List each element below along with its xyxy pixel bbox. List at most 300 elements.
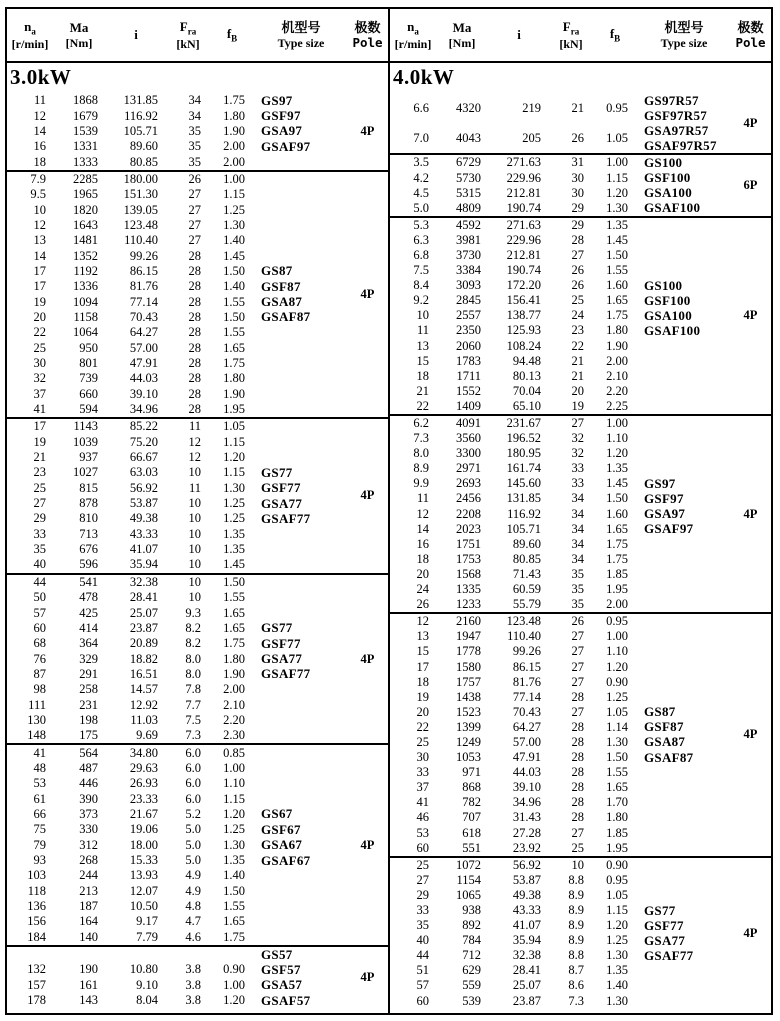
i-value: 44.03 [512, 765, 541, 780]
fb-value: 1.75 [223, 929, 245, 944]
fb-value: 1.25 [223, 511, 245, 526]
fb-value: 1.15 [606, 903, 628, 918]
i-value: 86.15 [129, 263, 158, 278]
fra-value: 5.0 [185, 853, 201, 868]
i-value: 13.93 [129, 868, 158, 883]
fb-value: 1.65 [606, 293, 628, 308]
i-value: 70.43 [512, 704, 541, 719]
type-size-label: GS77 [644, 902, 676, 918]
ma-value: 446 [79, 776, 98, 791]
fra-value: 7.8 [185, 682, 201, 697]
na-value: 157 [27, 977, 46, 992]
spec-section [7, 93, 388, 170]
i-value: 49.38 [512, 887, 541, 902]
spec-section [390, 856, 771, 1009]
i-value: 99.26 [512, 644, 541, 659]
na-value: 11 [33, 93, 46, 108]
ma-value: 618 [462, 825, 481, 840]
na-value: 60 [416, 840, 429, 855]
fb-value: 1.80 [606, 323, 628, 338]
sections-4kw [390, 93, 771, 1013]
type-size-label: GS97 [644, 475, 676, 491]
i-value: 28.41 [512, 963, 541, 978]
i-value: 94.48 [512, 353, 541, 368]
fb-value: 1.25 [606, 689, 628, 704]
fb-value: 1.65 [223, 620, 245, 635]
ma-value: 2160 [456, 614, 481, 629]
na-value: 132 [27, 962, 46, 977]
ma-value: 1481 [73, 233, 98, 248]
i-value: 63.03 [129, 465, 158, 480]
fb-value: 2.00 [606, 353, 628, 368]
i-value: 9.10 [136, 977, 158, 992]
fb-value: 1.40 [223, 868, 245, 883]
fra-value: 35 [188, 123, 201, 138]
fra-value: 28 [571, 232, 584, 247]
pole-label: 4P [743, 506, 758, 521]
fra-value: 27 [188, 217, 201, 232]
i-value: 123.48 [123, 217, 158, 232]
fra-value: 8.8 [568, 948, 584, 963]
ma-value: 1438 [456, 689, 481, 704]
ma-value: 1192 [73, 263, 98, 278]
spec-section [390, 93, 771, 153]
fra-value: 28 [188, 340, 201, 355]
na-value: 17 [33, 279, 46, 294]
fra-value: 21 [571, 368, 584, 383]
i-value: 9.69 [136, 728, 158, 743]
na-value: 76 [33, 651, 46, 666]
ma-value: 1711 [456, 368, 481, 383]
i-value: 15.33 [129, 853, 158, 868]
i-value: 138.77 [506, 308, 541, 323]
na-value: 29 [33, 511, 46, 526]
fb-value: 1.40 [223, 279, 245, 294]
fra-value: 8.0 [185, 666, 201, 681]
sections-3kw [7, 93, 388, 1013]
ma-value: 1965 [73, 187, 98, 202]
fra-value: 35 [571, 582, 584, 597]
fb-value: 1.50 [606, 247, 628, 262]
ma-value: 1143 [73, 419, 98, 434]
ma-value: 564 [79, 745, 98, 760]
na-value: 111 [28, 697, 46, 712]
fb-value: 1.10 [606, 644, 628, 659]
pole-label: 4P [360, 488, 375, 503]
fra-value: 10 [188, 526, 201, 541]
i-value: 10.80 [129, 962, 158, 977]
i-value: 229.96 [506, 232, 541, 247]
fb-value: 1.50 [223, 263, 245, 278]
ma-value: 329 [79, 651, 98, 666]
fra-value: 28 [188, 248, 201, 263]
fra-value: 8.9 [568, 887, 584, 902]
type-size-label: GS67 [261, 806, 293, 822]
fb-value: 1.90 [223, 123, 245, 138]
fra-value: 10 [188, 590, 201, 605]
i-value: 75.20 [129, 434, 158, 449]
fra-value: 4.9 [185, 883, 201, 898]
ma-value: 143 [79, 993, 98, 1008]
fra-value: 8.6 [568, 978, 584, 993]
type-size-label: GS57 [261, 946, 293, 962]
fra-value: 27 [571, 247, 584, 262]
na-value: 41 [416, 795, 429, 810]
fra-value: 4.6 [185, 929, 201, 944]
fra-value: 6.0 [185, 791, 201, 806]
na-value: 98 [33, 682, 46, 697]
fb-value: 1.35 [223, 853, 245, 868]
fb-value: 1.14 [606, 719, 628, 734]
ma-value: 244 [79, 868, 98, 883]
ma-value: 2693 [456, 476, 481, 491]
i-value: 66.67 [129, 450, 158, 465]
power-label-4kw: 4.0kW [393, 65, 455, 89]
na-value: 60 [33, 620, 46, 635]
ma-value: 596 [79, 557, 98, 572]
fra-value: 6.0 [185, 760, 201, 775]
i-value: 271.63 [506, 217, 541, 232]
ma-value: 1868 [73, 93, 98, 108]
fb-value: 1.10 [606, 431, 628, 446]
type-size-label: GS97 [261, 92, 293, 108]
fra-value: 30 [571, 170, 584, 185]
fra-value: 21 [571, 353, 584, 368]
fra-value: 12 [188, 450, 201, 465]
type-size-label: GSAF97 [644, 521, 694, 537]
fra-value: 34 [571, 491, 584, 506]
ma-value: 1753 [456, 551, 481, 566]
col-header-type: 机型号 Type size [660, 20, 708, 50]
fra-value: 28 [571, 719, 584, 734]
na-value: 17 [33, 263, 46, 278]
i-value: 85.22 [129, 419, 158, 434]
pole-label: 6P [743, 178, 758, 193]
fra-value: 7.3 [568, 993, 584, 1008]
na-value: 7.0 [413, 130, 429, 145]
ma-value: 1335 [456, 582, 481, 597]
na-value: 8.9 [413, 461, 429, 476]
fb-value: 1.15 [223, 465, 245, 480]
na-value: 6.2 [413, 416, 429, 431]
col-header-na: $n_a$ [r/min] [394, 18, 432, 51]
i-value: 77.14 [512, 689, 541, 704]
na-value: 118 [27, 883, 46, 898]
i-value: 229.96 [506, 170, 541, 185]
ma-value: 1336 [73, 279, 98, 294]
ma-value: 3981 [456, 232, 481, 247]
ma-value: 1580 [456, 659, 481, 674]
fra-value: 35 [188, 139, 201, 154]
fra-value: 8.7 [568, 963, 584, 978]
ma-value: 161 [79, 977, 98, 992]
type-size-label: GSF57 [261, 961, 301, 977]
fra-value: 28 [188, 279, 201, 294]
fra-value: 20 [571, 383, 584, 398]
na-value: 14 [416, 521, 429, 536]
i-value: 151.30 [123, 187, 158, 202]
type-size-label: GSF87 [261, 278, 301, 294]
ma-value: 950 [79, 340, 98, 355]
column-headers-right [390, 9, 771, 63]
i-value: 12.92 [129, 697, 158, 712]
fra-value: 28 [188, 325, 201, 340]
fb-value: 1.70 [606, 795, 628, 810]
i-value: 31.43 [512, 810, 541, 825]
i-value: 81.76 [512, 674, 541, 689]
na-value: 26 [416, 597, 429, 612]
fb-value: 1.50 [606, 750, 628, 765]
i-value: 57.00 [512, 734, 541, 749]
fra-value: 33 [571, 476, 584, 491]
spec-section [7, 417, 388, 572]
i-value: 34.96 [512, 795, 541, 810]
fb-value: 0.90 [223, 962, 245, 977]
type-size-label: GSAF57 [261, 992, 311, 1008]
fb-value: 1.00 [223, 977, 245, 992]
na-value: 18 [416, 551, 429, 566]
i-value: 56.92 [129, 480, 158, 495]
i-value: 190.74 [506, 200, 541, 215]
fb-value: 1.85 [606, 825, 628, 840]
fb-value: 1.65 [606, 780, 628, 795]
fra-value: 10 [188, 542, 201, 557]
na-value: 33 [416, 903, 429, 918]
fb-value: 1.30 [606, 200, 628, 215]
fb-value: 1.35 [223, 526, 245, 541]
na-value: 4.5 [413, 185, 429, 200]
col-header-ma: Ma [Nm] [65, 20, 93, 50]
ma-value: 487 [79, 760, 98, 775]
na-value: 48 [33, 760, 46, 775]
i-value: 12.07 [129, 883, 158, 898]
fra-value: 34 [571, 551, 584, 566]
type-size-label: GSA97R57 [644, 122, 709, 138]
ma-value: 414 [79, 620, 98, 635]
i-value: 65.10 [512, 398, 541, 413]
fb-value: 1.50 [223, 883, 245, 898]
fb-value: 1.80 [223, 108, 245, 123]
fra-value: 34 [571, 506, 584, 521]
i-value: 57.00 [129, 340, 158, 355]
ma-value: 1065 [456, 887, 481, 902]
fra-value: 27 [571, 674, 584, 689]
fb-value: 2.10 [223, 697, 245, 712]
i-value: 25.07 [129, 605, 158, 620]
fb-value: 2.20 [606, 383, 628, 398]
fra-value: 8.0 [185, 651, 201, 666]
i-value: 212.81 [506, 185, 541, 200]
fb-value: 0.85 [223, 745, 245, 760]
na-value: 35 [33, 542, 46, 557]
na-value: 20 [416, 566, 429, 581]
ma-value: 3384 [456, 263, 481, 278]
fb-value: 1.55 [606, 765, 628, 780]
ma-value: 1679 [73, 108, 98, 123]
na-value: 156 [27, 914, 46, 929]
ma-value: 739 [79, 371, 98, 386]
ma-value: 4320 [456, 100, 481, 115]
na-value: 16 [416, 536, 429, 551]
spec-section [7, 945, 388, 1008]
pole-label: 4P [743, 115, 758, 130]
i-value: 29.63 [129, 760, 158, 775]
type-size-label: GSF97 [644, 490, 684, 506]
na-value: 41 [33, 402, 46, 417]
na-value: 4.2 [413, 170, 429, 185]
na-value: 32 [33, 371, 46, 386]
type-size-label: GSA77 [644, 932, 686, 948]
fb-value: 1.10 [223, 776, 245, 791]
na-value: 18 [416, 368, 429, 383]
type-size-label: GSF87 [644, 719, 684, 735]
na-value: 93 [33, 853, 46, 868]
fb-value: 1.55 [223, 899, 245, 914]
fb-value: 1.00 [606, 629, 628, 644]
fb-value: 0.95 [606, 614, 628, 629]
fra-value: 28 [188, 386, 201, 401]
fb-value: 1.15 [223, 791, 245, 806]
na-value: 5.0 [413, 200, 429, 215]
col-header-fb: $f_B$ [226, 25, 238, 44]
fb-value: 1.20 [606, 446, 628, 461]
na-value: 25 [33, 480, 46, 495]
ma-value: 364 [79, 636, 98, 651]
na-value: 7.3 [413, 431, 429, 446]
i-value: 161.74 [506, 461, 541, 476]
fra-value: 7.5 [185, 712, 201, 727]
ma-value: 541 [79, 574, 98, 589]
fra-value: 29 [571, 200, 584, 215]
i-value: 10.50 [129, 899, 158, 914]
fb-value: 1.85 [606, 566, 628, 581]
fra-value: 3.8 [185, 977, 201, 992]
ma-value: 559 [462, 978, 481, 993]
i-value: 21.67 [129, 806, 158, 821]
ma-value: 231 [79, 697, 98, 712]
fra-value: 8.8 [568, 872, 584, 887]
fb-value: 1.75 [223, 636, 245, 651]
fra-value: 28 [571, 765, 584, 780]
i-value: 28.41 [129, 590, 158, 605]
fra-value: 8.2 [185, 636, 201, 651]
pole-label: 4P [360, 837, 375, 852]
fb-value: 1.95 [606, 582, 628, 597]
i-value: 190.74 [506, 263, 541, 278]
fra-value: 27 [571, 416, 584, 431]
type-size-label: GSF97 [261, 108, 301, 124]
table-half-3kw [7, 9, 388, 1013]
i-value: 44.03 [129, 371, 158, 386]
ma-value: 1552 [456, 383, 481, 398]
na-value: 18 [33, 154, 46, 169]
ma-value: 1158 [73, 309, 98, 324]
ma-value: 258 [79, 682, 98, 697]
i-value: 123.48 [506, 614, 541, 629]
fb-value: 1.90 [606, 338, 628, 353]
i-value: 212.81 [506, 247, 541, 262]
na-value: 25 [416, 734, 429, 749]
pole-label: 4P [360, 286, 375, 301]
fb-value: 0.90 [606, 674, 628, 689]
fb-value: 1.00 [606, 155, 628, 170]
ma-value: 3300 [456, 446, 481, 461]
i-value: 23.33 [129, 791, 158, 806]
ma-value: 2023 [456, 521, 481, 536]
na-value: 19 [416, 689, 429, 704]
i-value: 23.87 [512, 993, 541, 1008]
i-value: 180.00 [123, 171, 158, 186]
fb-value: 1.45 [223, 248, 245, 263]
i-value: 49.38 [129, 511, 158, 526]
type-size-label: GSAF77 [261, 666, 311, 682]
i-value: 18.82 [129, 651, 158, 666]
pole-label: 4P [360, 651, 375, 666]
fra-value: 10 [188, 465, 201, 480]
ma-value: 330 [79, 822, 98, 837]
na-value: 11 [416, 491, 429, 506]
na-value: 6.3 [413, 232, 429, 247]
ma-value: 1039 [73, 434, 98, 449]
i-value: 172.20 [506, 278, 541, 293]
fb-value: 0.95 [606, 872, 628, 887]
i-value: 9.17 [136, 914, 158, 929]
fb-value: 1.60 [606, 278, 628, 293]
ma-value: 1331 [73, 139, 98, 154]
i-value: 105.71 [506, 521, 541, 536]
i-value: 39.10 [512, 780, 541, 795]
fb-value: 2.25 [606, 398, 628, 413]
ma-value: 1539 [73, 123, 98, 138]
type-size-label: GS100 [644, 154, 683, 170]
fb-value: 2.00 [606, 597, 628, 612]
fb-value: 1.50 [606, 491, 628, 506]
i-value: 231.67 [506, 416, 541, 431]
ma-value: 629 [462, 963, 481, 978]
i-value: 26.93 [129, 776, 158, 791]
ma-value: 2350 [456, 323, 481, 338]
na-value: 6.8 [413, 247, 429, 262]
i-value: 7.79 [136, 929, 158, 944]
i-value: 34.80 [129, 745, 158, 760]
na-value: 40 [33, 557, 46, 572]
column-headers-left [7, 9, 388, 63]
power-label-3kw: 3.0kW [10, 65, 72, 89]
ma-value: 175 [79, 728, 98, 743]
fra-value: 28 [188, 263, 201, 278]
fb-value: 1.45 [223, 557, 245, 572]
table-half-4kw [390, 9, 771, 1013]
fra-value: 28 [188, 371, 201, 386]
type-size-label: GS87 [261, 263, 293, 279]
na-value: 57 [33, 605, 46, 620]
fra-value: 10 [188, 557, 201, 572]
fra-value: 4.7 [185, 914, 201, 929]
ma-value: 190 [79, 962, 98, 977]
i-value: 110.40 [507, 629, 541, 644]
na-value: 5.3 [413, 217, 429, 232]
i-value: 110.40 [124, 233, 158, 248]
i-value: 23.92 [512, 840, 541, 855]
i-value: 139.05 [123, 202, 158, 217]
ma-value: 1064 [73, 325, 98, 340]
fb-value: 1.15 [606, 170, 628, 185]
ma-value: 1643 [73, 217, 98, 232]
i-value: 32.38 [129, 574, 158, 589]
na-value: 41 [33, 745, 46, 760]
ma-value: 1154 [456, 872, 481, 887]
i-value: 35.94 [512, 933, 541, 948]
